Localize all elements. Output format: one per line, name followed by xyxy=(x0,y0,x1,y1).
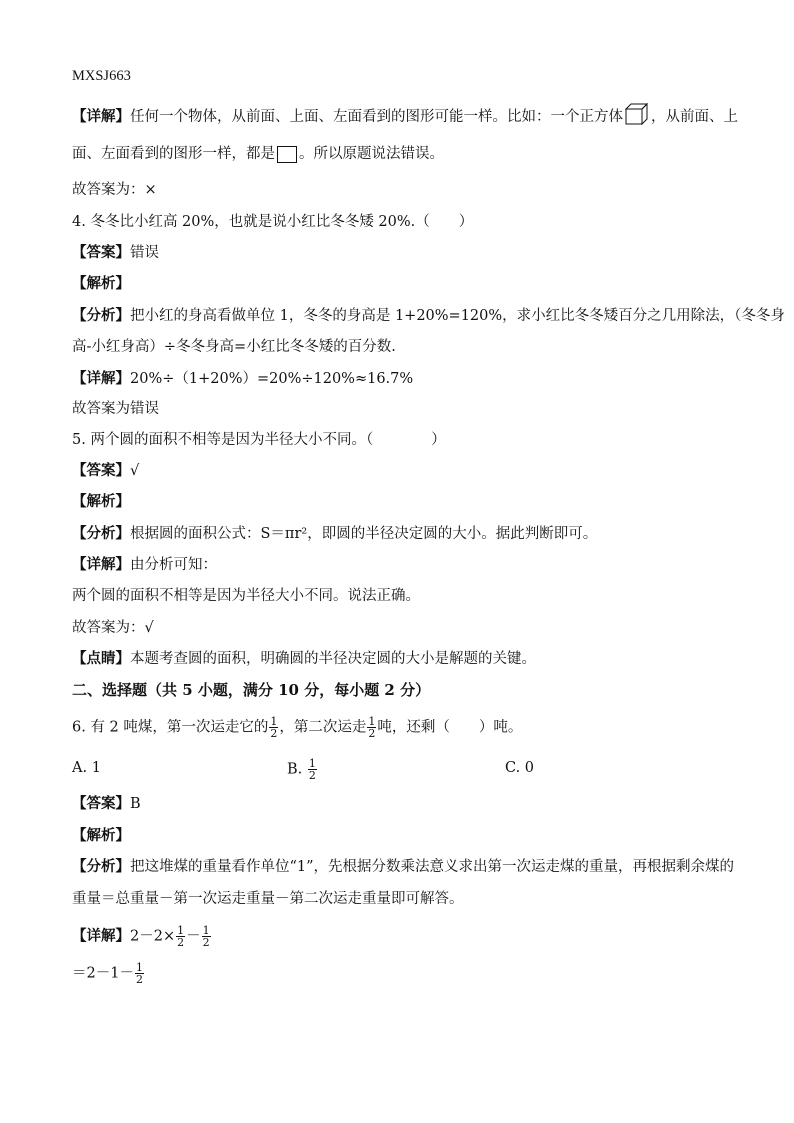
q5-detail-line xyxy=(72,555,217,575)
q6-detail-line xyxy=(72,925,212,948)
fenxi-tag: 【分析】 xyxy=(72,307,130,324)
q6-detail-minus: － xyxy=(186,928,201,945)
q3-detail-text-4: 。所以原题说法错误。 xyxy=(299,146,444,162)
header-code: MXSJ663 xyxy=(72,68,131,84)
q4-answer-line xyxy=(72,243,159,263)
q5-answer: √ xyxy=(130,463,140,479)
q3-detail-text-1: 任何一个物体，从前面、上面、左面看到的图形可能一样。比如：一个正方体 xyxy=(130,109,623,125)
q3-detail-line-1 xyxy=(72,103,738,131)
q4-analysis-tag: 【解析】 xyxy=(72,275,130,292)
detail-tag: 【详解】 xyxy=(72,108,130,125)
q5-conclusion: 故答案为：√ xyxy=(72,620,154,636)
q5-dianjing-line xyxy=(72,649,536,669)
q6-option-c: C. 0 xyxy=(505,760,535,776)
q4-fenxi-line-2: 高-小红身高）÷冬冬身高=小红比冬冬矮的百分数. xyxy=(72,339,396,355)
q6-answer-line xyxy=(72,794,141,814)
fraction-half: $\frac{1}{2}$ xyxy=(177,924,185,949)
q6-question-pre: 6. 有 2 吨煤，第一次运走它的 xyxy=(72,719,269,736)
q6-question xyxy=(72,716,522,739)
q4-answer: 错误 xyxy=(130,245,159,261)
q6-fenxi-line-1 xyxy=(72,857,734,877)
detail-tag: 【详解】 xyxy=(72,556,130,573)
fraction-half: $\frac{1}{2}$ xyxy=(308,757,316,782)
q3-detail-text-3: 面、左面看到的图形一样，都是 xyxy=(72,146,275,162)
q5-fenxi: 根据圆的面积公式：S＝πr²，即圆的半径决定圆的大小。据此判断即可。 xyxy=(130,526,598,542)
q3-detail-text-2: ，从前面、上 xyxy=(651,109,738,125)
q6-analysis-tag: 【解析】 xyxy=(72,827,130,844)
square-icon xyxy=(277,146,297,163)
answer-tag: 【答案】 xyxy=(72,244,130,261)
q6-step2-pre: ＝2－1－ xyxy=(72,965,134,982)
q6-fenxi-line-2: 重量＝总重量－第一次运走重量－第二次运走重量即可解答。 xyxy=(72,891,464,907)
cube-icon xyxy=(625,103,649,131)
fraction-half: $\frac{1}{2}$ xyxy=(135,961,143,986)
q6-step-2 xyxy=(72,962,145,985)
dianjing-tag: 【点睛】 xyxy=(72,650,130,667)
q5-detail: 由分析可知： xyxy=(130,557,217,573)
q6-question-post: 吨，还剩（ ）吨。 xyxy=(377,719,523,736)
q4-detail: 20%÷（1+20%）=20%÷120%≈16.7% xyxy=(130,371,414,387)
fenxi-tag: 【分析】 xyxy=(72,525,130,542)
fenxi-tag: 【分析】 xyxy=(72,858,130,875)
q6-option-b: B. $\frac{1}{2}$ xyxy=(287,757,316,782)
section2-heading: 二、选择题（共 5 小题，满分 10 分，每小题 2 分） xyxy=(72,681,431,699)
q5-question: 5. 两个圆的面积不相等是因为半径大小不同。（ ） xyxy=(72,432,446,448)
q5-dianjing: 本题考查圆的面积，明确圆的半径决定圆的大小是解题的关键。 xyxy=(130,651,536,667)
detail-tag: 【详解】 xyxy=(72,370,130,387)
q4-fenxi-1: 把小红的身高看做单位 1，冬冬的身高是 1+20%=120%，求小红比冬冬矮百分之几用除法，（冬冬身 xyxy=(130,308,785,324)
fraction-half: $\frac{1}{2}$ xyxy=(202,924,210,949)
fraction-half: $\frac{1}{2}$ xyxy=(270,715,278,740)
q6-answer: B xyxy=(130,796,141,812)
q3-detail-line-2 xyxy=(72,144,444,164)
q4-question: 4. 冬冬比小红高 20%，也就是说小红比冬冬矮 20%.（ ） xyxy=(72,214,474,230)
answer-tag: 【答案】 xyxy=(72,795,130,812)
q5-answer-line xyxy=(72,461,139,481)
q4-detail-line xyxy=(72,369,413,389)
answer-tag: 【答案】 xyxy=(72,462,130,479)
q3-conclusion: 故答案为：× xyxy=(72,182,157,198)
q6-detail-pre: 2－2× xyxy=(130,928,176,945)
q4-fenxi-line-1 xyxy=(72,306,785,326)
q6-question-mid: ，第二次运走 xyxy=(279,719,367,736)
q6-fenxi-1: 把这堆煤的重量看作单位“1”，先根据分数乘法意义求出第一次运走煤的重量，再根据剩余煤的 xyxy=(130,859,735,875)
detail-tag: 【详解】 xyxy=(72,927,130,945)
q5-analysis-tag: 【解析】 xyxy=(72,493,130,510)
fraction-half: $\frac{1}{2}$ xyxy=(368,715,376,740)
q4-conclusion: 故答案为错误 xyxy=(72,401,159,417)
q5-fenxi-line xyxy=(72,524,597,544)
q6-option-a: A. 1 xyxy=(72,760,101,776)
q5-detail-2: 两个圆的面积不相等是因为半径大小不同。说法正确。 xyxy=(72,588,420,604)
